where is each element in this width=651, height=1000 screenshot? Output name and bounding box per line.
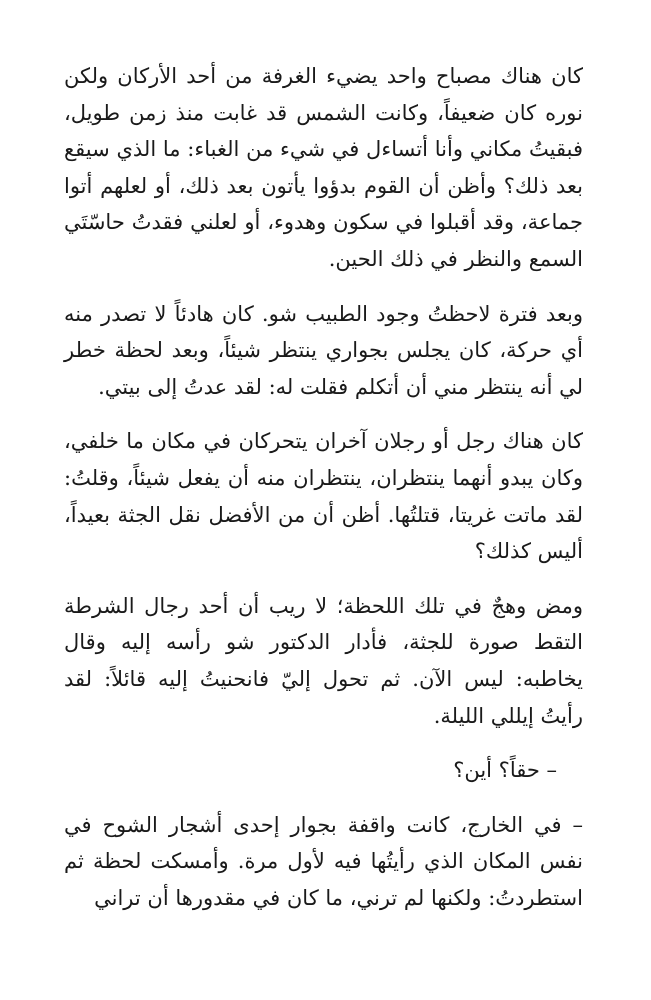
paragraph-flash: ومض وهجٌ في تلك اللحظة؛ لا ريب أن أحد رجال الشرطة التقط صورة للجثة، فأدار الدكتور شو رأسه إليه وقال يخاطبه: ليس الآن. ثم تحول إليّ فانحنيتُ إليه قائلاً: لقد رأيتُ إيللي الليلة. [64,593,583,728]
dialog-line-question: – حقاً؟ أين؟ [453,758,557,783]
paragraph-men-behind: كان هناك رجل أو رجلان آخران يتحركان في مكان ما خلفي، وكان يبدو أنهما ينتظران، ينتظران منه أن يفعل شيئاً، وقلتُ: لقد ماتت غريتا، قتلتُها. أظن أن من الأفضل نقل الجثة بعيداً، أليس كذلك؟ [64,429,583,564]
paragraph-lamp: كان هناك مصباح واحد يضيء الغرفة من أحد الأركان ولكن نوره كان ضعيفاً، وكانت الشمس قد غابت منذ زمن طويل، فبقيتُ مكاني وأنا أتساءل في شيء من الغباء: ما الذي سيقع بعد ذلك؟ وأظن أن القوم بدؤوا يأتون بعد ذلك، أو لعلهم أتوا جماعة، وقد أقبلوا في سكون وهدوء، أو لعلني فقدتُ حاسّتَي السمع والنظر في ذلك الحين. [64,64,583,271]
paragraph-doctor-shaw: وبعد فترة لاحظتُ وجود الطبيب شو. كان هادئاً لا تصدر منه أي حركة، كان يجلس بجواري ينتظر شيئاً، وبعد لحظة خطر لي أنه ينتظر مني أن أتكلم فقلت له: لقد عدتُ إلى بيتي. [64,301,583,399]
paragraph-outside: – في الخارج، كانت واقفة بجوار إحدى أشجار الشوح في نفس المكان الذي رأيتُها فيه لأول مرة. وأمسكت لحظة ثم استطردتُ: ولكنها لم ترني، ما كان في مقدورها أن تراني [64,812,583,910]
